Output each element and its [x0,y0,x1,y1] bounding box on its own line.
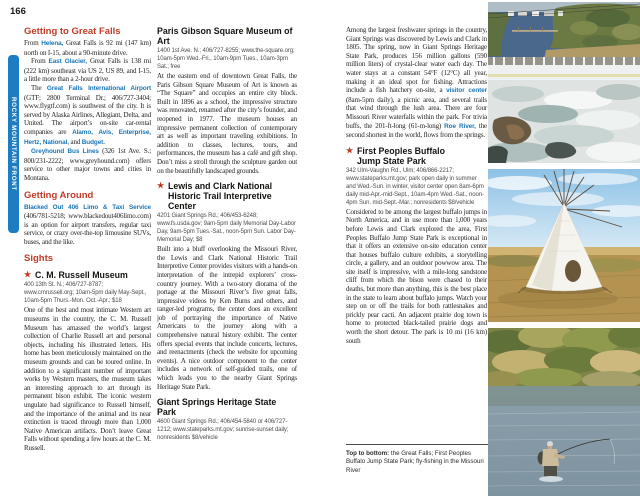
chapter-tab [8,55,19,233]
sight-heading: ★ Lewis and Clark National Historic Trail Interpretive Center [157,181,273,212]
text-run: One of the best and most intimate Western art museums in the country, the C. M. Russell Museum has amassed the world’s largest collection of Charlie Russell art and personal objects, including his illustrated letters. His home has been meticulously maintained on the museum grounds and can be toured online. In addition to a significant number of important works by Western masters, the museum takes an interesting approach to art through its permanent bison exhibit. The iconic western ungulate had significance to Russell himself, and the importance of the animal and its near extinction is traced through more than 1,000 Native American artifacts. Don’t leave Great Falls without spending a few hours at the C. M. Russell. [24,306,151,452]
place-link: Helena, [41,40,64,47]
sight-details: 342 Ulm-Vaughn Rd., Ulm; 406/866-2217; www.stateparks.mt.gov; park open daily in summer and Wed.-Sun. in winter, visitor center open 8am-6pm daily mid-Apr.-mid-Sept., 10am-4pm Wed.-Sat., noon-4pm Sun. mid-Sept.-Mar.; nonresidents $8/vehicle [346,167,484,206]
place-link: East Glacier, [48,58,87,66]
text-run: At the eastern end of downtown Great Falls, the Paris Gibson Square Museum of Art is known as “The Square” and occupies an entire city block. Built in 1896 as a school, the impressive structure was renovated, renamed after the city’s founder, and reopened in 1977. The museum houses an impressive permanent collection of contemporary art as well as important traveling exhibitions. In addition to classes, lectures, tours, and performances, the museum has a café and gift shop. Don’t miss a stroll through the sculpture garden out on the beautifully landscaped grounds. [157,72,297,175]
sight-heading: ★ First Peoples Buffalo Jump State Park [346,145,445,166]
sight-heading: ★ C. M. Russell Museum [24,270,128,281]
photo-first-peoples-buffalo-jump [488,169,640,322]
text-run: (8am-5pm daily), a picnic area, and several trails that wind through the lush area. There are four Missouri River waterfalls within the park. For trivia buffs, the 201-ft-long (61-m-long) [346,95,487,130]
fly-fishing-illustration [488,328,640,496]
column-3 [346,26,487,345]
place-link: Blacked Out 406 Limo & Taxi Service [24,203,151,211]
text-run: (GTF; 2800 Terminal Dr.; 406/727-3404; www.flygtf.com) is southwest of the city. It is served by Alaska Airlines, Allegiant, Delta, and United. The airport’s on-site car-rental companies are [24,93,151,136]
text-run: Considered to be among the largest buffalo jumps in North America, and in use more than 1,000 years before Lewis and Clark explored the area, First Peoples Buffalo Jump State Park is exceptional in that it offers an extensive on-site education center that houses buffalo culture exhibits, a storytelling circle, a gallery, and an outdoor powwow area. The site itself is impressive, with a mile-long sandstone cliff from which the bison were chased to their deaths, but more than anything, this is the best place in the state to learn about buffalo jumps. Watch your step on or off the trails for both rattlesnakes and prickly pear cacti. An adjacent prairie dog town is home to protected black-tailed prairie dogs and worth the short detour. The park is 10 mi (16 km) south [346,207,487,345]
text-run: Among the largest freshwater springs in the country, Giant Springs was discovered by Lewis and Clark in 1805. The spring, now in Giant Springs Heritage State Park, produces 156 million gallons (590 million liters) of crystal-clear water each day. The water stays at a constant 54°F (12°C) all year, making it an ideal spot for fishing. Attractions include a fish hatchery on-site, a [346,26,487,95]
sight-heading: Paris Gibson Square Museum of Art [157,26,293,46]
caption-body: the Great Falls; First Peoples Buffalo Jump State Park; fly-fishing in the Missouri River [346,450,484,474]
photo-caption-text [346,450,484,474]
place-link: Alamo, Avis, Enterprise, Hertz, National, [24,128,151,146]
text-run: From [24,39,42,47]
tipi-illustration [488,169,640,322]
text-run: Great Falls is 138 mi (222 km) southeast via US 2, US 89, and I-15, a little more than a 2-hour drive. [24,57,151,84]
text-run: (406/781-5218; www.blackedout406limo.com) is an option for airport transfers, regular taxi service, or crazy over-the-top limousine SUVs, buses, and the like. [24,212,151,246]
text-run: The [31,83,47,92]
text-run: the second shortest in the world, flows from the springs. [346,121,487,140]
great-falls-illustration [488,2,640,163]
paragraph [346,26,487,140]
paragraph [24,57,151,84]
text-run: (326 1st Ave. S.; 800/231-2222; www.greyhound.com) offers service to other major towns and cities in Montana. [24,147,151,182]
paragraph [157,245,297,391]
paragraph [24,147,151,182]
place-link: Roe River, [444,122,476,130]
star-icon: ★ [346,145,354,155]
paragraph [346,208,487,346]
sight-details: 1400 1st Ave. N.; 406/727-8255; www.the-square.org; 10am-5pm Wed.-Fri., 10am-9pm Tues., 10am-3pm Sat.; free [157,48,295,70]
text-run: From [31,57,49,66]
text-run: and [68,137,82,146]
star-icon: ★ [157,181,165,191]
photo-caption [346,444,489,475]
column-1 [24,26,151,453]
section-heading: Sights [24,253,54,265]
place-link: Great Falls International Airport [46,84,151,92]
paragraph [24,203,151,247]
paragraph [24,84,151,147]
sight-details: 4600 Giant Springs Rd.; 406/454-5840 or 406/727-1212; www.stateparks.mt.gov; sunrise-sunset daily; nonresidents $8/vehicle [157,419,289,442]
paragraph [24,39,151,57]
star-icon: ★ [24,270,32,280]
photo-great-falls [488,2,640,163]
section-heading: Getting Around [24,189,94,201]
caption-lead: Top to bottom: [346,450,391,457]
sight-heading: Giant Springs Heritage State Park [157,397,277,418]
place-link: visitor center [446,87,487,95]
sight-details: 4201 Giant Springs Rd.; 406/453-6248; www.fs.usda.gov; 9am-5pm daily Memorial Day-Labor Day, 9am-5pm Tues.-Sat., noon-5pm Sun. Labor Day-Memorial Day; $8 [157,213,296,244]
section-heading: Getting to Great Falls [24,26,121,37]
column-2 [157,26,297,443]
place-link: Budget. [81,138,105,146]
text-run: Built into a bluff overlooking the Missouri River, the Lewis and Clark National Historic Trail Interpretive Center provides visitors with a hands-on interpretation of the intrepid explorers’ cross-country journey. With a two-story diorama of the portage at the Missouri River’s five great falls, impressive videos by Ken Burns and others, and ranger-led programs, the center does an excellent job of portraying the importance of Native Americans to the journey along with a comprehensive natural history exhibit. The center offers special events that include concerts, lectures, and reenactments (check the website for upcoming events). A nice outdoor component to the center includes a network of self-guided trails, one of which leads you to the nearby Giant Springs Heritage State Park. [157,245,297,391]
sight-details: 400 13th St. N.; 406/727-8787; www.cmrussell.org; 10am-5pm daily May-Sept., 10am-5pm Thurs.-Mon. Oct.-Apr.; $18 [24,282,147,305]
place-link: Greyhound Bus Lines [31,148,99,156]
paragraph [24,306,151,452]
photo-fly-fishing [488,328,640,496]
chapter-tab-label: ROCKY MOUNTAIN FRONT [10,97,17,191]
paragraph [157,72,297,175]
text-run: Great Falls is 92 mi (147 km) north on I-15, about a 90-minute drive. [24,39,152,57]
page-number: 166 [10,6,26,17]
